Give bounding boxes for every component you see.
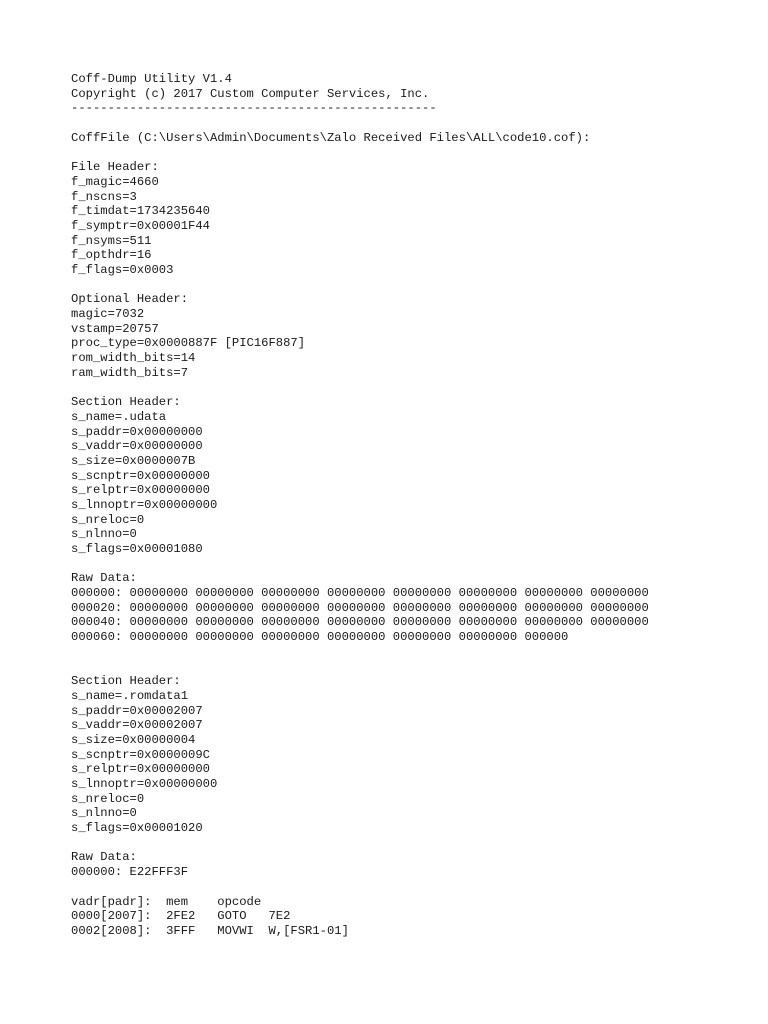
text-line: 000040: 00000000 00000000 00000000 00000000 00000000 00000000 00000000 00000000 [71,615,649,630]
blank-line [71,645,649,660]
text-line: f_magic=4660 [71,174,159,189]
text-line: s_size=0x0000007B [71,453,196,468]
text-line: s_scnptr=0x0000009C [71,747,210,762]
text-line: 000000: 00000000 00000000 00000000 00000000 00000000 00000000 00000000 00000000 [71,586,649,601]
text-line: s_relptr=0x00000000 [71,762,210,777]
text-line: s_vaddr=0x00002007 [71,718,203,733]
text-line: s_nlnno=0 [71,806,137,821]
text-line: Raw Data: [71,850,137,865]
text-line: s_paddr=0x00000000 [71,424,203,439]
blank-line [71,116,649,131]
text-line: s_scnptr=0x00000000 [71,468,210,483]
text-line: f_flags=0x0003 [71,262,174,277]
blank-line [71,278,649,293]
blank-line [71,557,649,572]
blank-line [71,836,649,851]
text-line: Coff-Dump Utility V1.4 [71,72,232,86]
text-line: s_name=.romdata1 [71,688,189,703]
blank-line [71,380,649,395]
text-line: s_nlnno=0 [71,527,137,542]
text-line: s_size=0x00000004 [71,732,196,747]
text-line: Optional Header: [71,292,189,307]
text-line: s_relptr=0x00000000 [71,483,210,498]
document-body [71,72,649,939]
text-line: ram_width_bits=7 [71,365,189,380]
text-line: s_vaddr=0x00000000 [71,439,203,454]
text-line: 000020: 00000000 00000000 00000000 00000000 00000000 00000000 00000000 00000000 [71,600,649,615]
text-line: s_nreloc=0 [71,512,145,527]
blank-line [71,880,649,895]
text-line: -------------------------------------------------- [71,101,437,116]
text-line: f_nscns=3 [71,189,137,204]
text-line: s_paddr=0x00002007 [71,703,203,718]
text-line: f_symptr=0x00001F44 [71,218,210,233]
text-line: vadr[padr]: mem opcode [71,894,262,909]
text-line: s_nreloc=0 [71,791,145,806]
text-line: s_flags=0x00001020 [71,821,203,836]
text-line: rom_width_bits=14 [71,351,196,366]
text-line: 0002[2008]: 3FFF MOVWI W,[FSR1-01] [71,923,349,938]
text-line: s_lnnoptr=0x00000000 [71,777,218,791]
text-line: Raw Data: [71,571,137,586]
text-line: 000000: E22FFF3F [71,865,189,880]
text-line: s_flags=0x00001080 [71,542,203,556]
text-line: File Header: [71,160,159,175]
text-line: f_timdat=1734235640 [71,204,210,219]
text-line: 000060: 00000000 00000000 00000000 00000000 00000000 00000000 000000 [71,630,569,645]
text-line: s_name=.udata [71,409,167,424]
text-line: magic=7032 [71,307,145,321]
text-line: CoffFile (C:\Users\Admin\Documents\Zalo Received Files\ALL\code10.cof): [71,130,591,145]
blank-line [71,145,649,160]
text-line: Copyright (c) 2017 Custom Computer Services, Inc. [71,86,430,101]
text-line: f_nsyms=511 [71,233,152,248]
text-line: Section Header: [71,395,181,410]
text-line: vstamp=20757 [71,321,159,336]
blank-line [71,660,649,675]
text-line: proc_type=0x0000887F [PIC16F887] [71,336,306,351]
text-line: f_opthdr=16 [71,248,152,263]
text-line: Section Header: [71,674,181,689]
text-line: 0000[2007]: 2FE2 GOTO 7E2 [71,909,291,924]
text-line: s_lnnoptr=0x00000000 [71,497,218,512]
